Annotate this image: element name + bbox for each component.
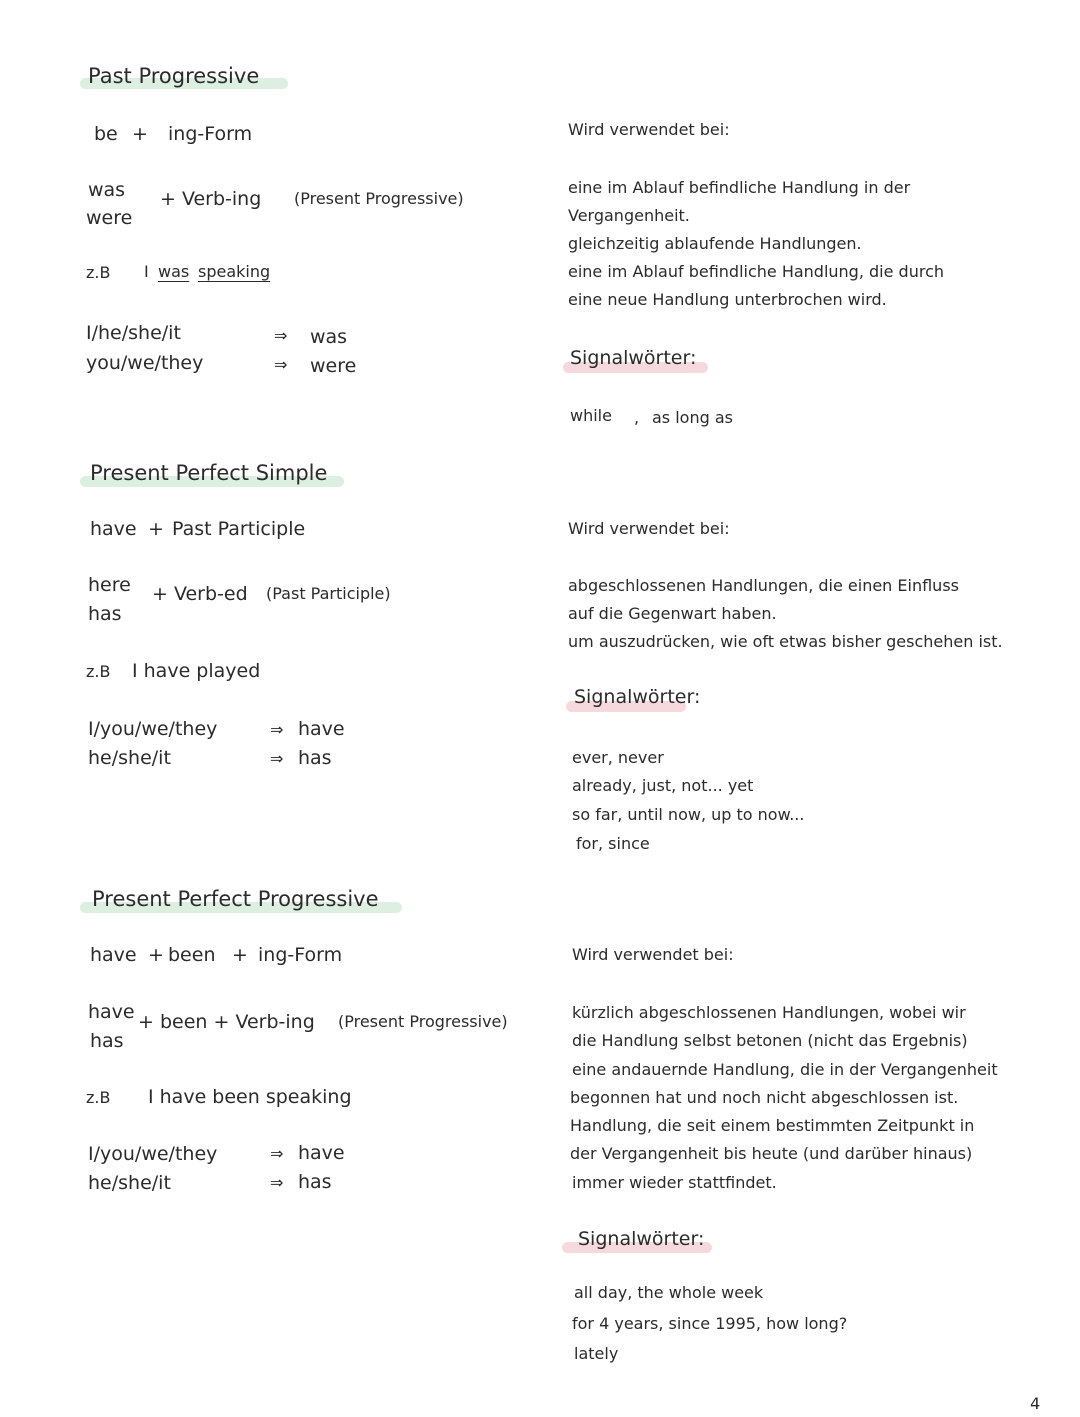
conj-verb: have xyxy=(298,718,345,740)
page-number: 4 xyxy=(1030,1394,1041,1413)
conj-verb: was xyxy=(310,326,348,348)
form-word: have xyxy=(88,1001,135,1023)
signal-word: for 4 years, since 1995, how long? xyxy=(572,1314,848,1333)
conj-verb: has xyxy=(298,747,332,769)
usage-line: immer wieder stattfindet. xyxy=(572,1173,777,1192)
usage-line: Vergangenheit. xyxy=(568,206,690,225)
example-label: z.B xyxy=(86,263,111,282)
example-word: I xyxy=(144,262,149,281)
section-title: Past Progressive xyxy=(88,64,260,88)
usage-line: eine im Ablauf befindliche Handlung in der xyxy=(568,178,911,197)
formula-plus: + xyxy=(132,123,148,145)
section-title: Present Perfect Progressive xyxy=(92,887,379,911)
conj-subjects: I/you/we/they xyxy=(88,1143,218,1165)
formula-term: have xyxy=(90,518,137,540)
section-title: Present Perfect Simple xyxy=(90,461,328,485)
construction: + been + Verb-ing xyxy=(138,1011,315,1033)
usage-line: begonnen hat und noch nicht abgeschlossen ist. xyxy=(570,1088,959,1107)
arrow-icon: ⇒ xyxy=(274,355,288,374)
usage-line: der Vergangenheit bis heute (und darüber hinaus) xyxy=(570,1144,973,1163)
construction-note: (Present Progressive) xyxy=(294,189,464,208)
signal-word: so far, until now, up to now... xyxy=(572,805,805,824)
arrow-icon: ⇒ xyxy=(270,749,284,768)
formula-plus: + xyxy=(148,944,164,966)
formula-term: Past Participle xyxy=(172,518,306,540)
example-word: speaking xyxy=(198,262,271,281)
formula-term: ing-Form xyxy=(258,944,343,966)
conj-verb: have xyxy=(298,1142,345,1164)
formula-term: have xyxy=(90,944,137,966)
formula-plus: + xyxy=(148,518,164,540)
example-sentence: I have played xyxy=(132,660,261,682)
usage-line: eine andauernde Handlung, die in der Vergangenheit xyxy=(572,1060,998,1079)
conj-verb: were xyxy=(310,355,357,377)
construction-note: (Past Participle) xyxy=(266,584,391,603)
signal-word: , xyxy=(634,408,640,427)
signal-word: all day, the whole week xyxy=(574,1283,764,1302)
formula-term: ing-Form xyxy=(168,123,253,145)
conj-verb: has xyxy=(298,1171,332,1193)
construction: + Verb-ing xyxy=(160,188,262,210)
signal-word: ever, never xyxy=(572,748,664,767)
signal-word: as long as xyxy=(652,408,733,427)
usage-line: auf die Gegenwart haben. xyxy=(568,604,777,623)
formula-plus: + xyxy=(232,944,248,966)
signal-word: lately xyxy=(574,1344,619,1363)
usage-line: gleichzeitig ablaufende Handlungen. xyxy=(568,234,862,253)
arrow-icon: ⇒ xyxy=(270,720,284,739)
signal-word: while xyxy=(570,406,612,425)
usage-heading: Wird verwendet bei: xyxy=(568,120,730,139)
signal-word: already, just, not... yet xyxy=(572,776,754,795)
form-word: was xyxy=(88,179,126,201)
example-label: z.B xyxy=(86,662,111,681)
usage-line: abgeschlossenen Handlungen, die einen Einfluss xyxy=(568,576,959,595)
arrow-icon: ⇒ xyxy=(274,326,288,345)
form-word: has xyxy=(88,603,122,625)
form-word: were xyxy=(86,207,133,229)
conj-subjects: I/you/we/they xyxy=(88,718,218,740)
signal-heading: Signalwörter: xyxy=(574,686,701,708)
usage-line: eine neue Handlung unterbrochen wird. xyxy=(568,290,887,309)
formula-term: be xyxy=(94,123,118,145)
conj-subjects: I/he/she/it xyxy=(86,322,181,344)
example-label: z.B xyxy=(86,1088,111,1107)
form-word: here xyxy=(88,574,131,596)
construction-note: (Present Progressive) xyxy=(338,1012,508,1031)
usage-line: um auszudrücken, wie oft etwas bisher geschehen ist. xyxy=(568,632,1003,651)
conj-subjects: you/we/they xyxy=(86,352,204,374)
usage-line: eine im Ablauf befindliche Handlung, die durch xyxy=(568,262,944,281)
signal-word: for, since xyxy=(576,834,650,853)
example-sentence: I have been speaking xyxy=(148,1086,352,1108)
conj-subjects: he/she/it xyxy=(88,747,171,769)
arrow-icon: ⇒ xyxy=(270,1144,284,1163)
usage-line: kürzlich abgeschlossenen Handlungen, wobei wir xyxy=(572,1003,966,1022)
usage-line: Handlung, die seit einem bestimmten Zeitpunkt in xyxy=(570,1116,975,1135)
signal-heading: Signalwörter: xyxy=(570,347,697,369)
arrow-icon: ⇒ xyxy=(270,1173,284,1192)
signal-heading: Signalwörter: xyxy=(578,1228,705,1250)
example-word: was xyxy=(158,262,190,281)
formula-term: been xyxy=(168,944,216,966)
usage-heading: Wird verwendet bei: xyxy=(572,945,734,964)
form-word: has xyxy=(90,1030,124,1052)
usage-line: die Handlung selbst betonen (nicht das Ergebnis) xyxy=(572,1031,968,1050)
usage-heading: Wird verwendet bei: xyxy=(568,519,730,538)
conj-subjects: he/she/it xyxy=(88,1172,171,1194)
construction: + Verb-ed xyxy=(152,583,248,605)
